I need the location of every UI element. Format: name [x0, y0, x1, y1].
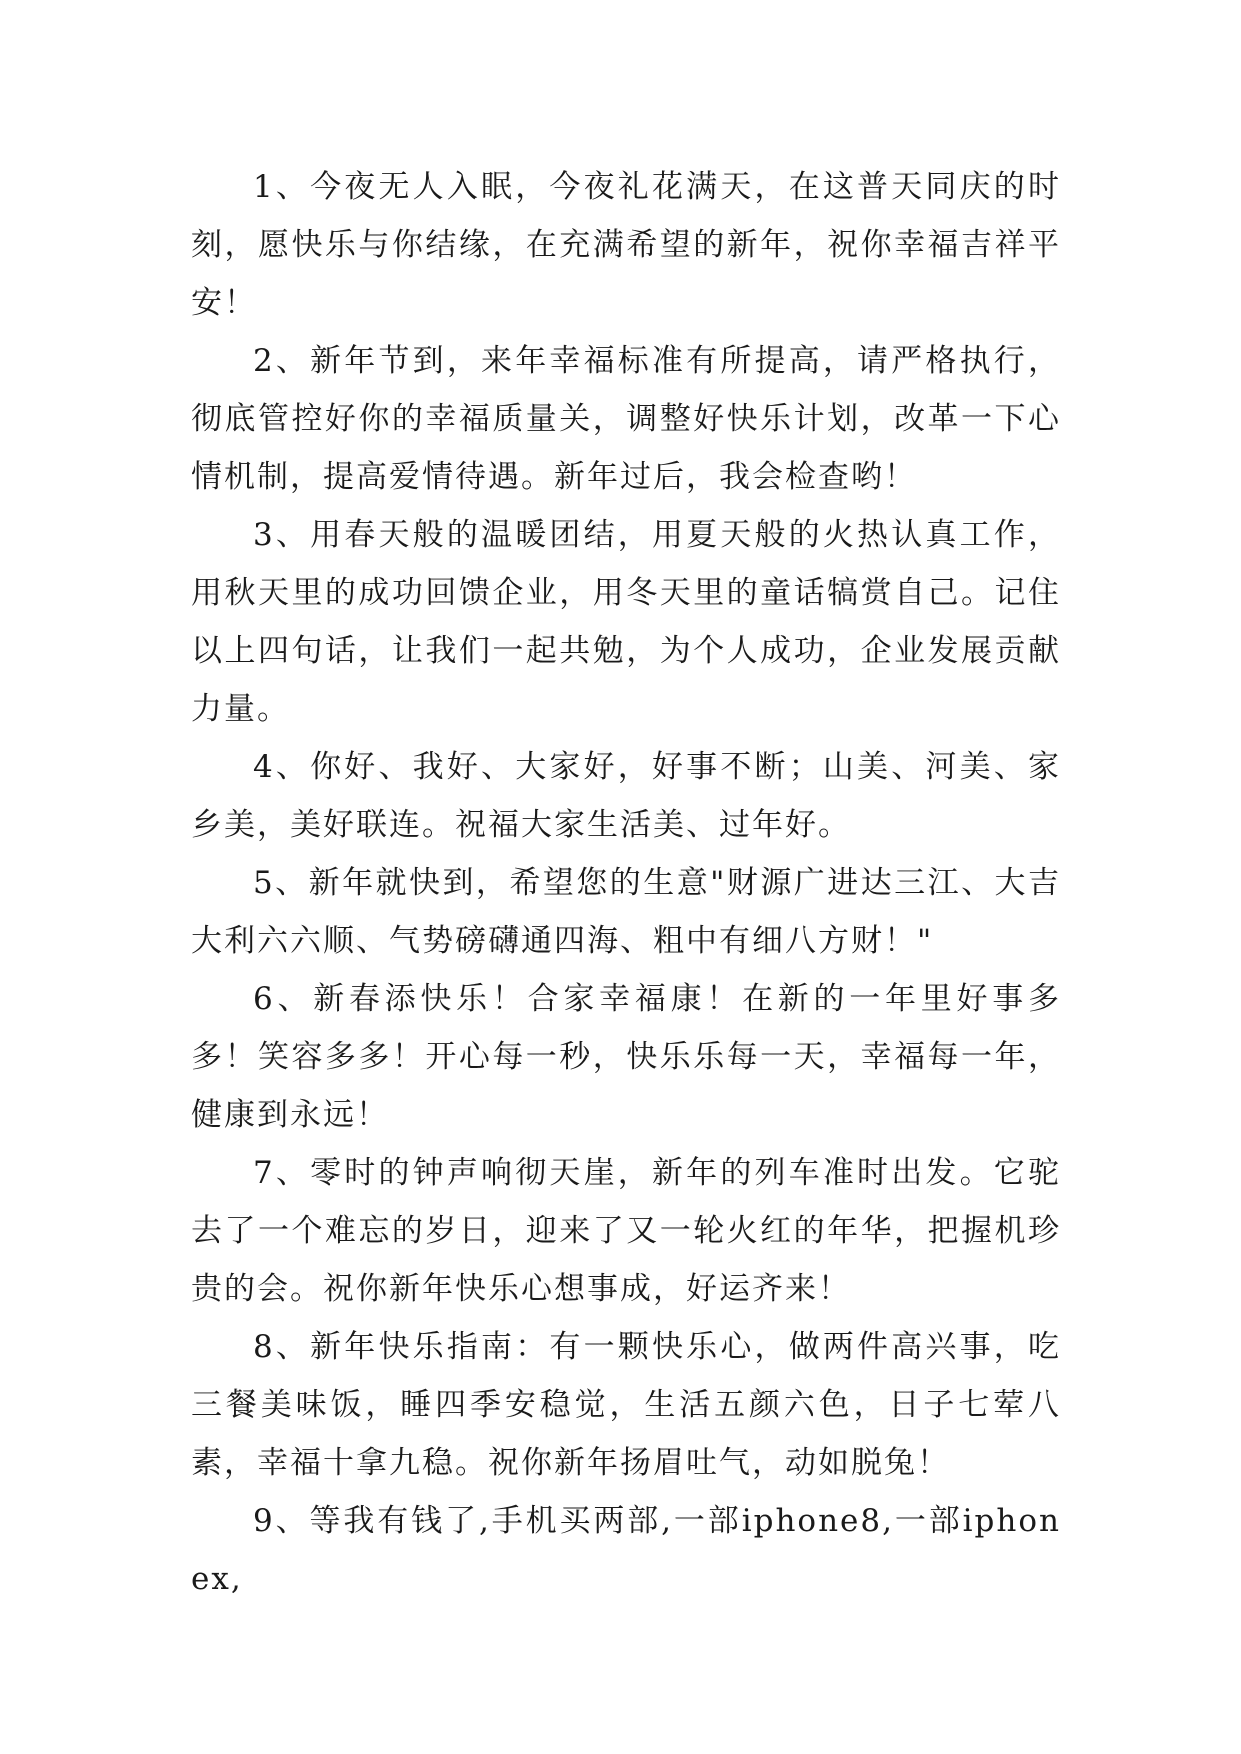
- paragraph-5: 5、新年就快到，希望您的生意"财源广进达三江、大吉大利六六顺、气势磅礴通四海、粗中有细八方财！": [191, 865, 1061, 959]
- paragraph-7: 7、零时的钟声响彻天崖，新年的列车准时出发。它驼去了一个难忘的岁日，迎来了又一轮火红的年华，把握机珍贵的会。祝你新年快乐心想事成，好运齐来！: [191, 1155, 1061, 1307]
- document-body: [191, 158, 1061, 1608]
- paragraph-1: 1、今夜无人入眠，今夜礼花满天，在这普天同庆的时刻，愿快乐与你结缘，在充满希望的新年，祝你幸福吉祥平安！: [191, 169, 1061, 321]
- paragraph-3: 3、用春天般的温暖团结，用夏天般的火热认真工作，用秋天里的成功回馈企业，用冬天里的童话犒赏自己。记住以上四句话，让我们一起共勉，为个人成功，企业发展贡献力量。: [191, 517, 1061, 727]
- paragraph-2: 2、新年节到，来年幸福标准有所提高，请严格执行，彻底管控好你的幸福质量关，调整好快乐计划，改革一下心情机制，提高爱情待遇。新年过后，我会检查哟！: [191, 343, 1061, 495]
- paragraph-8: 8、新年快乐指南：有一颗快乐心，做两件高兴事，吃三餐美味饭，睡四季安稳觉，生活五颜六色，日子七荤八素，幸福十拿九稳。祝你新年扬眉吐气，动如脱兔！: [191, 1329, 1061, 1481]
- paragraph-6: 6、新春添快乐！合家幸福康！在新的一年里好事多多！笑容多多！开心每一秒，快乐乐每一天，幸福每一年，健康到永远！: [191, 981, 1061, 1133]
- paragraph-9: 9、等我有钱了,手机买两部,一部iphone8,一部iphonex,: [191, 1503, 1061, 1597]
- paragraph-4: 4、你好、我好、大家好，好事不断；山美、河美、家乡美，美好联连。祝福大家生活美、过年好。: [191, 749, 1061, 843]
